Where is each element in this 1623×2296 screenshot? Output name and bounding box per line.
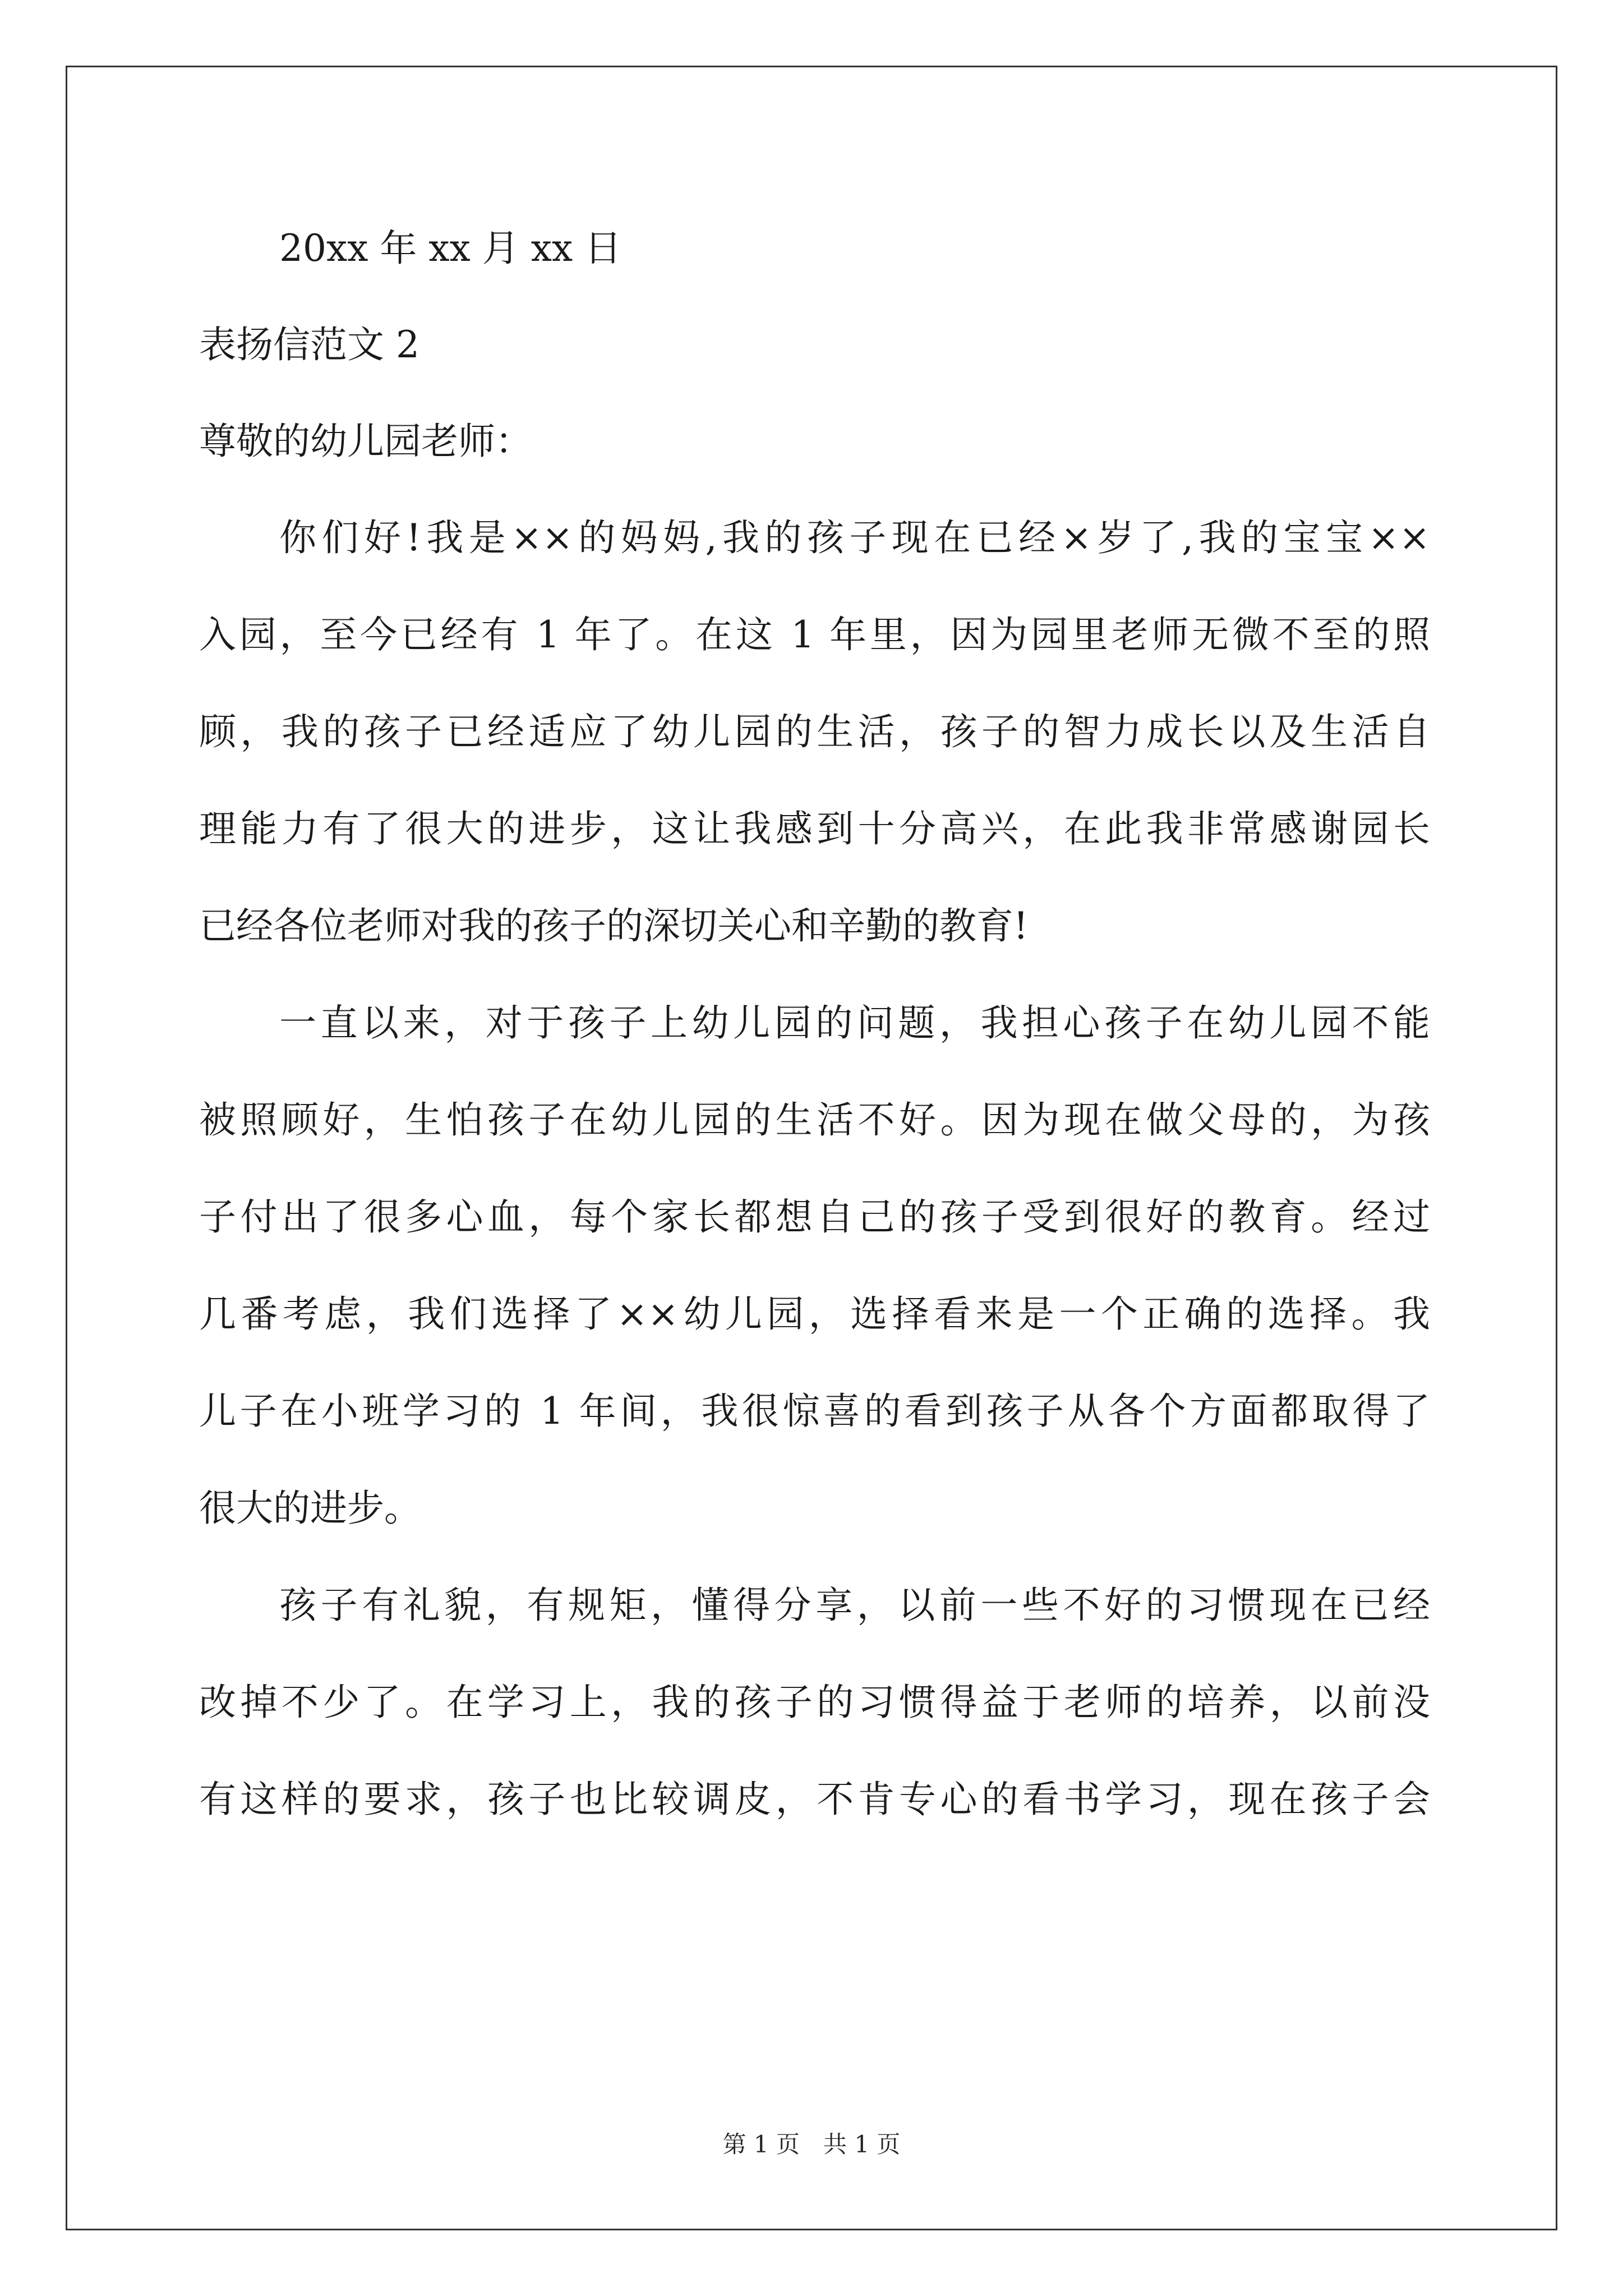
page-footer: 第 1 页 共 1 页: [722, 2131, 901, 2158]
date-line: 20xx 年 xx 月 xx 日: [279, 227, 622, 270]
paragraph-line: 已经各位老师对我的孩子的深切关心和辛勤的教育!: [199, 904, 1029, 947]
salutation: 尊敬的幼儿园老师：: [199, 420, 532, 463]
paragraph-line: 几番考虑，我们选择了××幼儿园，选择看来是一个正确的选择。我: [199, 1292, 1430, 1336]
paragraph-line: 被照顾好，生怕孩子在幼儿园的生活不好。因为现在做父母的，为孩: [199, 1098, 1430, 1142]
paragraph-line: 你们好!我是××的妈妈,我的孩子现在已经×岁了,我的宝宝××: [279, 516, 1430, 559]
paragraph-line: 顾，我的孩子已经适应了幼儿园的生活，孩子的智力成长以及生活自: [199, 710, 1430, 753]
paragraph-line: 有这样的要求，孩子也比较调皮，不肯专心的看书学习，现在孩子会: [199, 1778, 1430, 1821]
page-border: [66, 66, 1557, 2230]
document-heading: 表扬信范文 2: [199, 323, 419, 366]
paragraph-line: 理能力有了很大的进步，这让我感到十分高兴，在此我非常感谢园长: [199, 807, 1430, 850]
paragraph-line: 很大的进步。: [199, 1487, 421, 1530]
paragraph-line: 儿子在小班学习的 1 年间，我很惊喜的看到孩子从各个方面都取得了: [199, 1389, 1430, 1433]
paragraph-line: 一直以来，对于孩子上幼儿园的问题，我担心孩子在幼儿园不能: [279, 1001, 1430, 1045]
paragraph-line: 入园，至今已经有 1 年了。在这 1 年里，因为园里老师无微不至的照: [199, 613, 1430, 656]
paragraph-line: 子付出了很多心血，每个家长都想自己的孩子受到很好的教育。经过: [199, 1195, 1430, 1239]
paragraph-line: 改掉不少了。在学习上，我的孩子的习惯得益于老师的培养，以前没: [199, 1681, 1430, 1724]
paragraph-line: 孩子有礼貌，有规矩，懂得分享，以前一些不好的习惯现在已经: [279, 1584, 1430, 1627]
